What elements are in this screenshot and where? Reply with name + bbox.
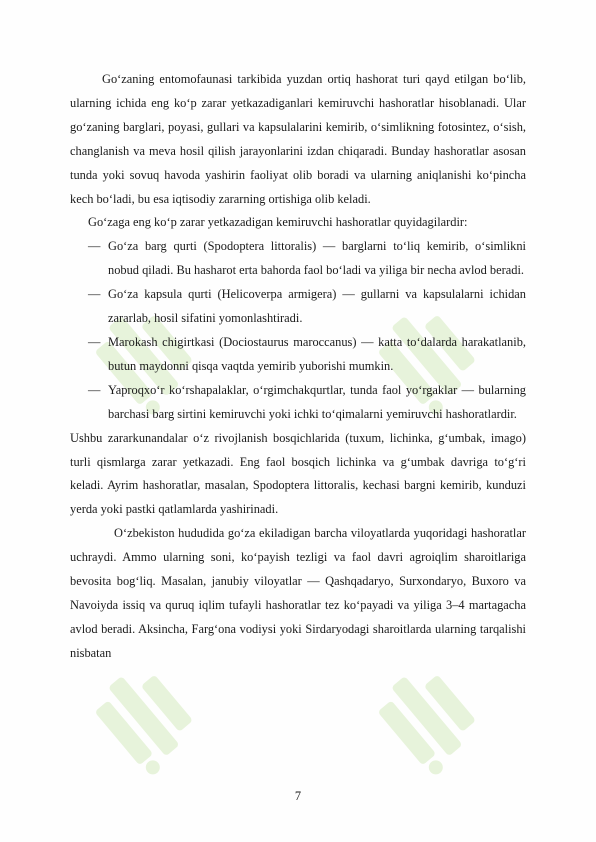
list-item — [70, 331, 526, 379]
list-item — [70, 379, 526, 427]
list-item — [70, 235, 526, 283]
paragraph-regions: O‘zbekiston hududida go‘za ekiladigan barcha viloyatlarda yuqoridagi hashoratlar uchraydi. Ammo ularning soni, ko‘payish tezligi va faol davri agroiqlim sharoitlariga bevosita bog‘liq. Masalan, janubiy viloyatlar — Qashqadaryo, Surxondaryo, Buxoro va Navoiyda issiq va quruq iqlim tufayli hashoratlar tez ko‘payadi va yiliga 3–4 martagacha avlod beradi. Aksincha, Farg‘ona vodiysi yoki Sirdaryodagi sharoitlarda ularning tarqalishi nisbatan — [70, 526, 526, 660]
watermark-logo-icon — [92, 660, 202, 780]
list-item-text: Go‘za barg qurti (Spodoptera littoralis) — barglarni to‘liq kemirib, o‘simlikni nobud qiladi. Bu hasharot erta bahorda faol bo‘ladi va yiliga bir necha avlod beradi. — [108, 239, 526, 278]
page-body — [70, 68, 526, 666]
list-dash: — — [88, 239, 101, 254]
watermark-logo-icon — [375, 660, 485, 780]
list-item-text: Go‘za kapsula qurti (Helicoverpa armigera) — gullarni va kapsulalarni ichidan zararlab, hosil sifatini yomonlashtiradi. — [108, 287, 526, 326]
list-dash: — — [88, 382, 101, 397]
list-item — [70, 283, 526, 331]
paragraph-list-lead: Go‘zaga eng ko‘p zarar yetkazadigan kemiruvchi hashoratlar quyidagilardir: — [88, 215, 468, 230]
page-number: 7 — [294, 789, 302, 803]
paragraph-intro: Go‘zaning entomofaunasi tarkibida yuzdan ortiq hashorat turi qayd etilgan bo‘lib, ularning ichida eng ko‘p zarar yetkazadiganlari kemiruvchi hashoratlar hisoblanadi. Ular go‘zaning barglari, poyasi, gullari va kapsulalarini kemirib, o‘simlikning fotosintez, o‘sish, changlanish va meva hosil qilish jarayonlarini izdan chiqaradi. Bunday hashoratlar asosan tunda yoki sovuq havoda yashirin faoliyat olib boradi va ularning aniqlanishi ko‘pincha kech bo‘ladi, bu esa iqtisodiy zararning ortishiga olib keladi. — [70, 72, 526, 206]
list-dash: — — [88, 287, 101, 302]
list-item-text: Marokash chigirtkasi (Dociostaurus maroccanus) — katta to‘dalarda harakatlanib, butun maydonni qisqa vaqtda yemirib yuborishi mumkin. — [108, 334, 526, 373]
list-item-text: Yaproqxo‘r ko‘rshapalaklar, o‘rgimchakqurtlar, tunda faol yo‘rgaklar — bularning barchasi barg sirtini kemiruvchi yoki ichki to‘qimalarni yemiruvchi hashoratlardir. — [108, 382, 526, 421]
paragraph-stages: Ushbu zararkunandalar o‘z rivojlanish bosqichlarida (tuxum, lichinka, g‘umbak, imago) turli qismlarga zarar yetkazadi. Eng faol bosqich lichinka va g‘umbak davriga to‘g‘ri keladi. Ayrim hashoratlar, masalan, Spodoptera littoralis, kechasi bargni kemirib, kunduzi yerda yoki pastki qatlamlarda yashirinadi. — [70, 430, 526, 517]
list-dash: — — [88, 334, 101, 349]
